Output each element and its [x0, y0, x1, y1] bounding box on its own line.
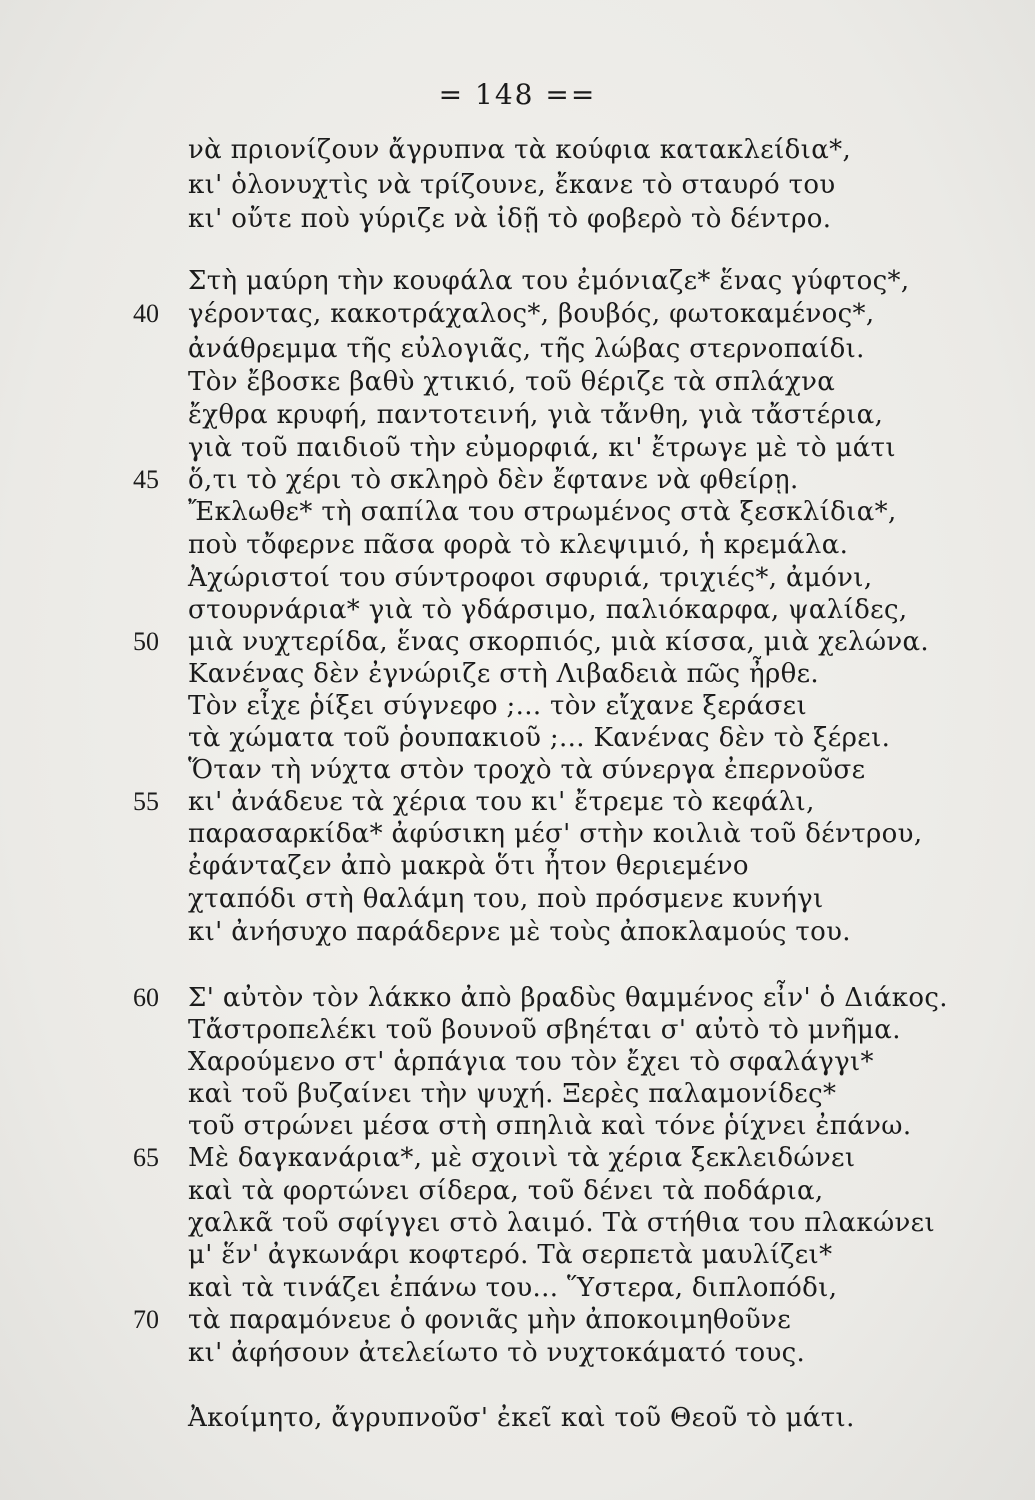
poem-line: στουρνάρια* γιὰ τὸ γδάρσιμο, παλιόκαρφα, ψαλίδες, [188, 595, 908, 625]
poem-line: κι' ἀνήσυχο παράδερνε μὲ τοὺς ἀποκλαμούς του. [188, 917, 851, 947]
poem-line: μ' ἕν' ἀγκωνάρι κοφτερό. Τὰ σερπετὰ μαυλίζει* [188, 1240, 833, 1270]
line-number: 65 [133, 1143, 159, 1172]
poem-line: τὰ παραμόνευε ὁ φονιᾶς μὴν ἀποκοιμηθοῦνε [188, 1305, 792, 1335]
poem-line: παρασαρκίδα* ἀφύσικη μέσ' στὴν κοιλιὰ τοῦ δέντρου, [188, 819, 923, 849]
line-number: 40 [133, 299, 159, 328]
poem-line: Τὸν εἶχε ῥίξει σύγνεφο ;... τὸν εἴχανε ξεράσει [188, 691, 808, 721]
poem-line: Ἀχώριστοί του σύντροφοι σφυριά, τριχιές*, ἀμόνι, [188, 563, 873, 593]
poem-line: Μὲ δαγκανάρια*, μὲ σχοινὶ τὰ χέρια ξεκλειδώνει [188, 1143, 856, 1173]
line-number: 70 [133, 1305, 159, 1334]
poem-line: ἔχθρα κρυφή, παντοτεινή, γιὰ τἄνθη, γιὰ τἄστέρια, [188, 400, 884, 430]
line-number: 50 [133, 627, 159, 656]
poem-line: νὰ πριονίζουν ἄγρυπνα τὰ κούφια κατακλείδια*, [188, 135, 852, 165]
poem-line: χαλκᾶ τοῦ σφίγγει στὸ λαιμό. Τὰ στήθια του πλακώνει [188, 1208, 936, 1238]
poem-line: γέροντας, κακοτράχαλος*, βουβός, φωτοκαμένος*, [188, 299, 875, 329]
poem-line: μιὰ νυχτερίδα, ἕνας σκορπιός, μιὰ κίσσα, μιὰ χελώνα. [188, 627, 930, 657]
line-number: 60 [133, 983, 159, 1012]
poem-line: γιὰ τοῦ παιδιοῦ τὴν εὐμορφιά, κι' ἔτρωγε μὲ τὸ μάτι [188, 433, 896, 463]
poem-line: Τἄστροπελέκι τοῦ βουνοῦ σβηέται σ' αὐτὸ τὸ μνῆμα. [188, 1015, 901, 1045]
poem-line: Ἀκοίμητο, ἄγρυπνοῦσ' ἐκεῖ καὶ τοῦ Θεοῦ τὸ μάτι. [188, 1403, 855, 1433]
poem-line: Στὴ μαύρη τὴν κουφάλα του ἐμόνιαζε* ἕνας γύφτος*, [188, 266, 910, 296]
poem-line: κι' ἀνάδευε τὰ χέρια του κι' ἔτρεμε τὸ κεφάλι, [188, 787, 815, 817]
poem-line: καὶ τοῦ βυζαίνει τὴν ψυχή. Ξερὲς παλαμονίδες* [188, 1079, 837, 1109]
poem-line: ποὺ τὄφερνε πᾶσα φορὰ τὸ κλεψιμιό, ἡ κρεμάλα. [188, 530, 849, 560]
poem-line: Ἔκλωθε* τὴ σαπίλα του στρωμένος στὰ ξεσκλίδια*, [188, 497, 897, 527]
poem-line: ἀνάθρεμμα τῆς εὐλογιᾶς, τῆς λώβας στερνοπαίδι. [188, 334, 865, 364]
poem-line: Τὸν ἔβοσκε βαθὺ χτικιό, τοῦ θέριζε τὰ σπλάχνα [188, 367, 836, 397]
poem-line: ὅ,τι τὸ χέρι τὸ σκληρὸ δὲν ἔφτανε νὰ φθείρῃ. [188, 465, 799, 495]
poem-line: τὰ χώματα τοῦ ῥουπακιοῦ ;... Κανένας δὲν τὸ ξέρει. [188, 723, 891, 753]
poem-line: κι' ὁλονυχτὶς νὰ τρίζουνε, ἔκανε τὸ σταυρό του [188, 170, 836, 200]
poem-line: Κανένας δὲν ἐγνώριζε στὴ Λιβαδειὰ πῶς ἦρθε. [188, 659, 820, 689]
poem-line: τοῦ στρώνει μέσα στὴ σπηλιὰ καὶ τόνε ῥίχνει ἐπάνω. [188, 1111, 912, 1141]
poem-line: Σ' αὐτὸν τὸν λάκκο ἀπὸ βραδὺς θαμμένος εἶν' ὁ Διάκος. [188, 983, 948, 1013]
poem-line: χταπόδι στὴ θαλάμη του, ποὺ πρόσμενε κυνήγι [188, 884, 824, 914]
poem-line: καὶ τὰ φορτώνει σίδερα, τοῦ δένει τὰ ποδάρια, [188, 1176, 824, 1206]
line-number: 45 [133, 465, 159, 494]
poem-line: καὶ τὰ τινάζει ἐπάνω του... Ὕστερα, διπλοπόδι, [188, 1273, 838, 1303]
poem-line: Χαρούμενο στ' ἁρπάγια του τὸν ἔχει τὸ σφαλάγγι* [188, 1047, 874, 1077]
line-number: 55 [133, 787, 159, 816]
poem-line: ἐφάνταζεν ἀπὸ μακρὰ ὅτι ἦτον θεριεμένο [188, 851, 749, 881]
poem-line: κι' οὔτε ποὺ γύριζε νὰ ἰδῇ τὸ φοβερὸ τὸ δέντρο. [188, 204, 832, 234]
poem-line: Ὅταν τὴ νύχτα στὸν τροχὸ τὰ σύνεργα ἐπερνοῦσε [188, 755, 866, 785]
page-number: = 148 == [438, 78, 597, 111]
poem-line: κι' ἀφήσουν ἀτελείωτο τὸ νυχτοκάματό τους. [188, 1338, 806, 1368]
